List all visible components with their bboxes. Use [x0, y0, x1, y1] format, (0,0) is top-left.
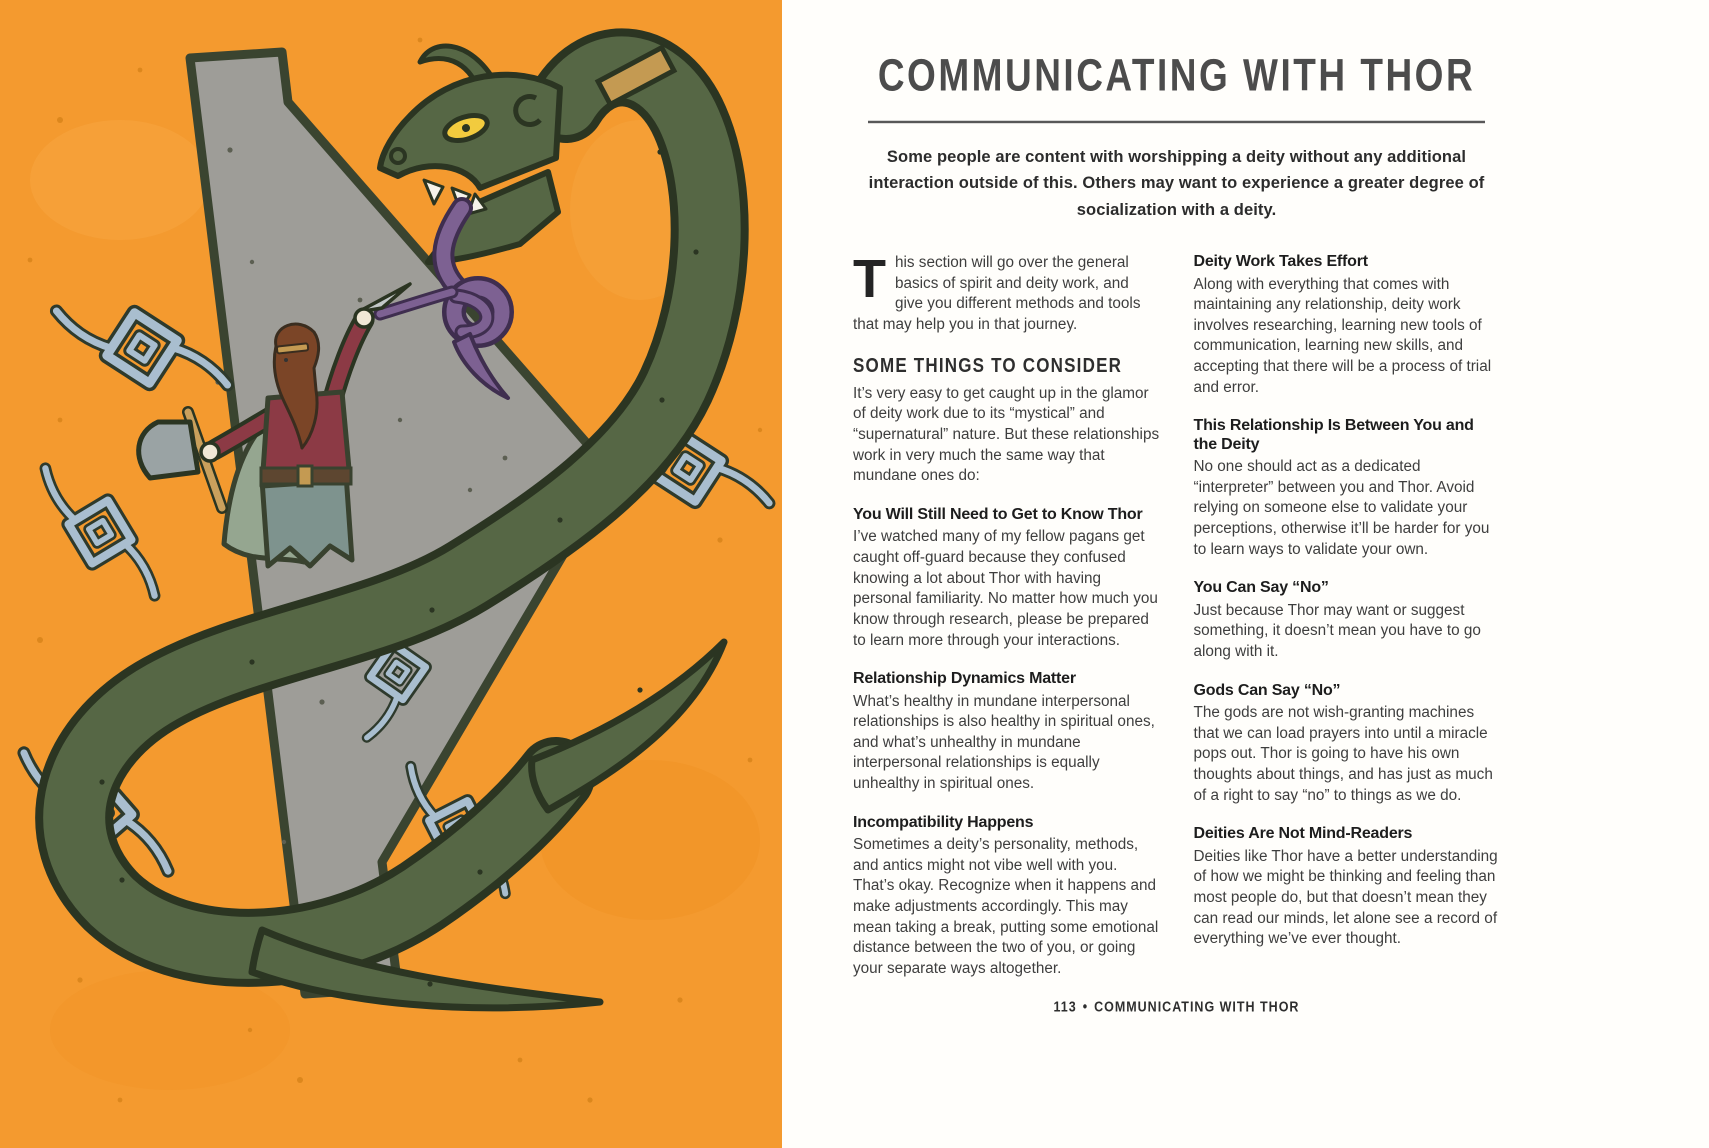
column-left [853, 249, 1160, 979]
entry-heading: Relationship Dynamics Matter [853, 670, 1076, 688]
text-columns [853, 249, 1500, 979]
axe-hand [201, 443, 219, 461]
section-intro: It’s very easy to get caught up in the glamor of deity work due to its “mystical” and “supernatural” nature. But these relationships work in very much the same way that mundane ones do: [853, 384, 1160, 485]
page-title: COMMUNICATING WITH THOR [868, 50, 1485, 123]
entry [1194, 417, 1501, 560]
page-footer [853, 999, 1500, 1015]
entry-heading: You Will Still Need to Get to Know Thor [853, 505, 1143, 523]
entry-body: I’ve watched many of my fellow pagans get caught off-guard because they confused knowing a lot about Thor with having personal familiarity. No matter how much you know through research, please be prepared to learn more through your interactions. [853, 528, 1158, 649]
entry [853, 814, 1160, 980]
entry [853, 670, 1160, 795]
entry-body: The gods are not wish-granting machines that we can load prayers into until a miracle pops out. Thor is going to have his own thoughts about things, and has just as much of a right to say “no” to things as we do. [1193, 704, 1493, 804]
entry-body: Deities like Thor have a better understanding of how we might be thinking and feeling than most people do, but that doesn’t mean they can read our minds, let alone see a record of everything we’ve ever thought. [1193, 847, 1498, 948]
illustration-page [0, 0, 782, 1148]
thor-rune-illustration [0, 0, 782, 1148]
column-right [1194, 253, 1501, 979]
entry [853, 506, 1160, 651]
entry-body: What’s healthy in mundane interpersonal relationships is also healthy in spiritual ones, and what’s unhealthy in mundane interpersonal relationships is equally unhealthy in spiritual ones. [853, 692, 1155, 793]
entry-body: No one should act as a dedicated “interpreter” between you and Thor. Avoid relying on someone else to validate your perceptions, otherwise it’ll be harder for you to learn ways to validate your own. [1193, 458, 1490, 558]
entry-heading: You Can Say “No” [1193, 579, 1329, 597]
entry-body: Along with everything that comes with maintaining any relationship, deity work involves researching, learning new tools of communication, learning new skills, and accepting that there will be a process of trial and error. [1193, 275, 1492, 396]
entry-heading: Deities Are Not Mind-Readers [1193, 825, 1413, 843]
entry [1194, 682, 1501, 807]
opening-text: his section will go over the general basics of spirit and deity work, and give you different methods and tools that may help you in that journey. [853, 254, 1141, 334]
section-heading: SOME THINGS TO CONSIDER [853, 354, 1123, 377]
dropcap: T [853, 249, 886, 310]
entry [1194, 825, 1501, 950]
belt-buckle [298, 466, 312, 486]
intro-paragraph: Some people are content with worshipping a deity without any additional interaction outside of this. Others may want to experience a greater degree of socialization with a deity. [868, 148, 1485, 219]
opening-paragraph [853, 249, 1160, 336]
entry-heading: Gods Can Say “No” [1193, 681, 1341, 699]
entry-heading: Deity Work Takes Effort [1193, 253, 1368, 271]
raised-hand [355, 309, 373, 327]
title-block [853, 50, 1500, 110]
entry [1194, 253, 1501, 398]
entry-body: Just because Thor may want or suggest something, it doesn’t mean you have to go along with it. [1193, 601, 1481, 661]
axe-head [139, 422, 198, 478]
text-page [782, 0, 1709, 1148]
entry-heading: This Relationship Is Between You and the Deity [1193, 417, 1474, 453]
eye [284, 358, 288, 362]
footer-separator: • [1082, 998, 1089, 1016]
entry-heading: Incompatibility Happens [853, 813, 1034, 831]
entry [1194, 579, 1501, 662]
footer-page-number: 113 [1053, 998, 1077, 1016]
entry-body: Sometimes a deity’s personality, methods, and antics might not vibe well with you. That’s okay. Recognize when it happens and make adjustments accordingly. This may mean taking a break, putting some emotional distance between the two of you, or going your separate ways altogether. [853, 836, 1159, 977]
skirt [262, 474, 352, 566]
footer-section-title: COMMUNICATING WITH THOR [1094, 998, 1300, 1016]
